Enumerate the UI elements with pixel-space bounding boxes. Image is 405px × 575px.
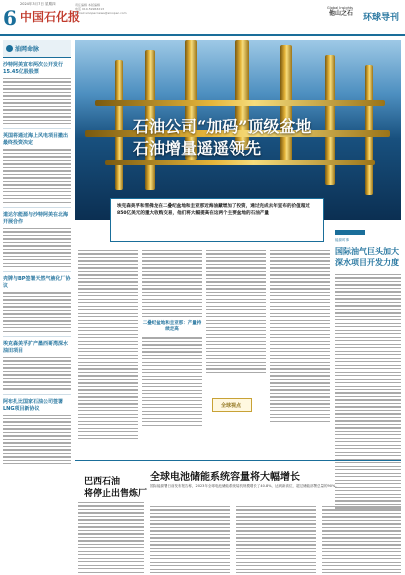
brief-item — [3, 276, 71, 332]
section-title: 环球导刊 — [362, 13, 399, 23]
headline-line: 石油公司“加码”顶级盆地 — [133, 117, 312, 136]
article-column — [322, 504, 401, 575]
lead-box — [110, 198, 324, 242]
logo-text: 全球视点 — [221, 403, 242, 409]
article-column — [270, 248, 330, 424]
article-column — [206, 248, 266, 375]
news-briefs — [3, 62, 71, 575]
bottom-headline: 全球电池储能系统容量将大幅增长 — [150, 472, 300, 483]
article-column — [142, 248, 202, 428]
headline-line: 将停止出售炼厂 — [84, 489, 148, 499]
brief-item — [3, 133, 71, 202]
page-number: 6 — [3, 6, 17, 30]
brief-headline: 英国将通过海上风电项目撤出最终投资决定 — [3, 133, 69, 147]
lead-text: 埃克森美孚和雪佛龙在二叠纪盆地和圭亚那近海油藏增加了投资，通过完成去年宣布的价值超过850亿美元的重大收购交易，他们将大幅提高在这两个主要盆地的石油产量 — [117, 204, 310, 216]
meta-line: 责任编辑 本版编辑 — [75, 3, 100, 7]
newspaper-brand: 中国石化报 — [20, 10, 81, 24]
article-subhead: 二叠纪盆地和圭亚那：产量持续走高 — [142, 321, 202, 333]
meta-line: 电话 010-59963213 — [75, 7, 105, 11]
article-column — [236, 504, 316, 575]
headline-line: 国际油气巨头加大 — [335, 246, 399, 256]
international-sidebar — [335, 230, 401, 511]
topic-label: Global Insights — [327, 6, 353, 10]
article-column — [150, 504, 230, 575]
left-column-title: 油网命脉 — [15, 46, 40, 53]
brief-headline: 壳牌与BP签署天然气液化厂协议 — [3, 276, 71, 290]
brief-headline: 埃克森美孚扩产墨西哥湾深水油田项目 — [3, 340, 69, 354]
issue-date: 2024年3月7日 星期四 — [20, 2, 56, 6]
editor-info — [75, 3, 127, 15]
topic-block — [327, 6, 353, 17]
divider — [75, 460, 401, 461]
headline-line: 深水项目开发力度 — [335, 257, 399, 267]
bottom-lead: 国际能源署日前发布报告称，2023年全球电池储能系统装机规模增长了40.8%，达到新高位，超过储能部署总量的90%。 — [150, 484, 339, 488]
brief-item — [3, 341, 71, 390]
brief-item — [3, 62, 71, 124]
left-column-header — [3, 40, 71, 58]
side-headline — [84, 476, 147, 500]
sidebar-kicker: 能源时事 — [335, 238, 349, 242]
topic-title: 他山之石 — [328, 10, 353, 17]
brief-item — [3, 212, 71, 268]
headline-line: 石油增量遥遥领先 — [133, 139, 262, 158]
brief-headline: 道达尔能源与沙特阿美在北海开展合作 — [3, 211, 69, 225]
meta-line: E-mail sinopecnews@sinopec.com — [75, 11, 127, 15]
brief-headline: 沙特阿美宣布两次公开发行15.45亿股股票 — [3, 62, 64, 75]
brief-headline: 阿布扎比国家石油公司签署LNG项目新协议 — [3, 398, 64, 412]
globe-icon — [6, 45, 13, 52]
hero-headline — [133, 116, 311, 160]
sidebar-headline — [335, 246, 401, 268]
article-column — [78, 500, 144, 575]
article-column — [78, 248, 138, 442]
section-logo — [212, 398, 252, 412]
headline-line: 巴西石油 — [84, 477, 121, 487]
brief-item — [3, 399, 71, 465]
